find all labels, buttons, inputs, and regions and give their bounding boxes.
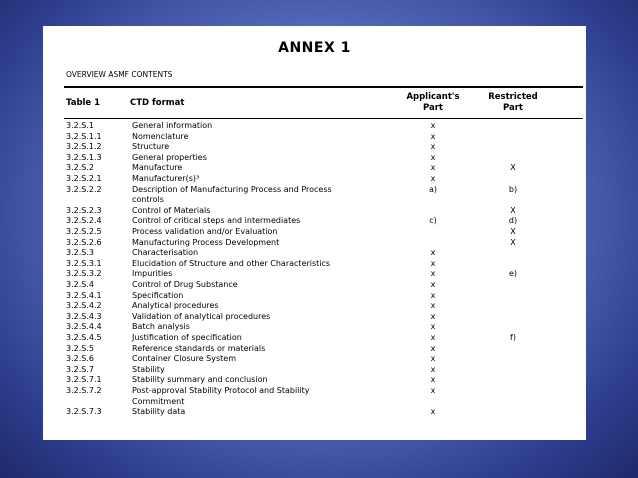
header-ctd-format: CTD format [130, 98, 185, 108]
row-description [132, 407, 377, 418]
row-description-line: Stability summary and conclusion [132, 375, 268, 385]
row-description-line: Control of Materials [132, 205, 211, 215]
row-code: 3.2.S.7.2 [66, 386, 102, 395]
row-applicants-mark: x [430, 248, 436, 258]
row-applicants-mark: x [430, 322, 436, 332]
row-description [132, 269, 377, 280]
row-description-line: Control of critical steps and intermediates [132, 216, 301, 226]
row-description-line: Manufacture [132, 163, 183, 173]
document-page [43, 26, 586, 440]
row-code: 3.2.S.4 [66, 280, 94, 289]
row-code: 3.2.S.1.2 [66, 142, 102, 152]
row-applicants-mark: x [430, 375, 436, 385]
row-code: 3.2.S.2.3 [66, 205, 102, 215]
row-code: 3.2.S.3.2 [66, 269, 102, 279]
row-code: 3.2.S.7 [66, 364, 94, 374]
row-code: 3.2.S.7.3 [66, 407, 102, 417]
header-restricted-part [477, 92, 549, 114]
row-applicants-mark: x [430, 386, 436, 395]
row-description-line: Container Closure System [132, 354, 236, 364]
row-code: 3.2.S.1.3 [66, 152, 102, 162]
row-code: 3.2.S.3 [66, 248, 94, 258]
row-applicants-mark: x [430, 142, 436, 152]
row-applicants-mark: x [430, 333, 436, 342]
row-description [132, 163, 377, 174]
row-description [132, 185, 377, 206]
row-description-line: Batch analysis [132, 322, 190, 332]
row-description-line: Reference standards or materials [132, 343, 266, 353]
row-description-line: Manufacturing Process Development [132, 237, 280, 247]
row-code: 3.2.S.4.3 [66, 311, 102, 321]
row-code: 3.2.S.4.4 [66, 322, 102, 332]
row-applicants-mark: x [430, 407, 436, 417]
row-applicants-mark: x [430, 301, 436, 311]
row-restricted-mark: f) [510, 333, 516, 342]
row-description-line: Manufacturer(s)³ [132, 174, 200, 183]
row-description [132, 132, 377, 143]
row-applicants-mark: x [430, 258, 436, 268]
row-code: 3.2.S.5 [66, 343, 94, 353]
row-code: 3.2.S.4.5 [66, 333, 102, 342]
row-description [132, 227, 377, 238]
row-description-line: Structure [132, 142, 170, 152]
row-code: 3.2.S.2.5 [66, 227, 102, 236]
row-applicants-mark: x [430, 174, 436, 183]
row-code: 3.2.S.1 [66, 121, 94, 130]
header-table-label: Table 1 [66, 98, 101, 108]
row-restricted-mark: X [510, 163, 516, 173]
row-restricted-mark: d) [508, 216, 518, 226]
row-applicants-mark: x [430, 131, 436, 141]
row-code: 3.2.S.2.6 [66, 237, 102, 247]
row-code: 3.2.S.2.4 [66, 216, 102, 226]
row-applicants-mark: x [430, 354, 436, 364]
row-description-line: General properties [132, 152, 207, 162]
row-applicants-mark: x [430, 152, 436, 162]
row-code: 3.2.S.1.1 [66, 131, 102, 141]
table-top-rule [64, 86, 583, 88]
row-description [132, 206, 377, 217]
header-applicants-line2: Part [423, 103, 443, 113]
row-description [132, 142, 377, 153]
table-header-rule [64, 118, 583, 119]
row-description-line: Justification of specification [132, 333, 242, 342]
header-applicants-part [399, 92, 467, 114]
row-applicants-mark: x [430, 269, 436, 279]
row-description [132, 333, 377, 344]
row-description-line: Impurities [132, 269, 173, 279]
row-description-line: Characterisation [132, 248, 199, 258]
row-description [132, 280, 377, 291]
row-code: 3.2.S.2.1 [66, 174, 102, 183]
row-applicants-mark: x [430, 311, 436, 321]
row-description [132, 174, 377, 185]
row-description-line: Commitment [132, 396, 185, 406]
row-description [132, 121, 377, 132]
row-description [132, 259, 377, 270]
row-description-line: General information [132, 121, 213, 130]
header-restricted-line2: Part [503, 103, 523, 113]
row-description [132, 354, 377, 365]
row-code: 3.2.S.6 [66, 354, 94, 364]
row-description [132, 248, 377, 259]
row-description [132, 216, 377, 227]
row-description [132, 365, 377, 376]
row-restricted-mark: X [510, 205, 516, 215]
row-description-line: Nomenclature [132, 131, 189, 141]
row-applicants-mark: x [430, 163, 436, 173]
page-title: ANNEX 1 [278, 40, 351, 56]
row-restricted-mark: X [510, 227, 516, 236]
row-description-line: Description of Manufacturing Process and Process [132, 184, 332, 194]
row-description [132, 153, 377, 164]
row-restricted-mark: X [510, 237, 516, 247]
page-subtitle: OVERVIEW ASMF CONTENTS [66, 70, 173, 79]
row-applicants-mark: x [430, 121, 436, 130]
row-description [132, 386, 377, 407]
row-description [132, 312, 377, 323]
row-applicants-mark: c) [429, 216, 437, 226]
row-description-line: Elucidation of Structure and other Characteristics [132, 258, 331, 268]
row-description [132, 238, 377, 249]
row-applicants-mark: x [430, 290, 436, 300]
row-code: 3.2.S.3.1 [66, 258, 102, 268]
row-applicants-mark: x [430, 280, 436, 289]
row-code: 3.2.S.4.2 [66, 301, 102, 311]
row-description-line: Process validation and/or Evaluation [132, 227, 278, 236]
header-applicants-line1: Applicant's [406, 92, 460, 102]
row-description [132, 322, 377, 333]
row-code: 3.2.S.2.2 [66, 184, 102, 194]
row-code: 3.2.S.4.1 [66, 290, 102, 300]
row-description [132, 301, 377, 312]
row-description-line: Post-approval Stability Protocol and Stability [132, 386, 310, 395]
row-applicants-mark: a) [428, 184, 438, 194]
row-description-line: Specification [132, 290, 184, 300]
row-description [132, 344, 377, 355]
row-description-line: Stability [132, 364, 165, 374]
row-description [132, 375, 377, 386]
row-applicants-mark: x [430, 343, 436, 353]
header-restricted-line1: Restricted [488, 92, 538, 102]
row-applicants-mark: x [430, 364, 436, 374]
row-description-line: Stability data [132, 407, 186, 417]
row-description-line: Control of Drug Substance [132, 280, 238, 289]
row-code: 3.2.S.2 [66, 163, 94, 173]
row-restricted-mark: b) [508, 184, 518, 194]
row-description-line: Validation of analytical procedures [132, 311, 271, 321]
row-description-line: controls [132, 195, 164, 205]
row-description-line: Analytical procedures [132, 301, 219, 311]
row-code: 3.2.S.7.1 [66, 375, 102, 385]
row-restricted-mark: e) [508, 269, 518, 279]
row-description [132, 291, 377, 302]
